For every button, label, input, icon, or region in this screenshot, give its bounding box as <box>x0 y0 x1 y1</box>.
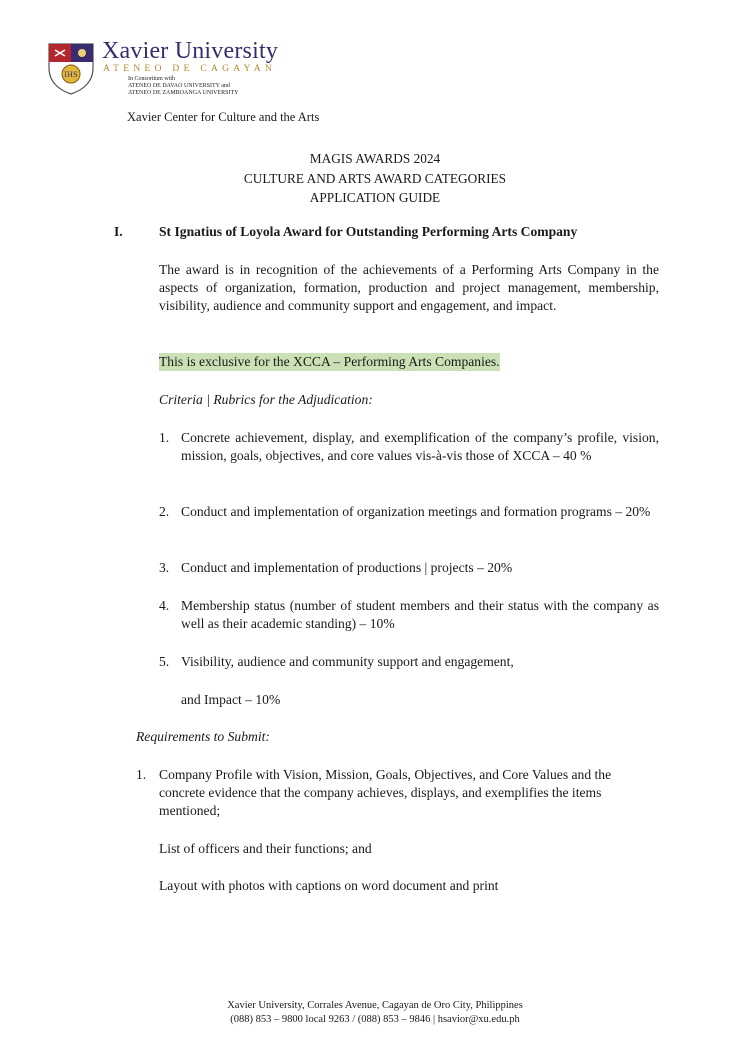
consortium-line: In Consortium with <box>128 76 176 82</box>
footer-contact: (088) 853 – 9800 local 9263 / (088) 853 – 9846 | hsavior@xu.edu.ph <box>230 1013 520 1025</box>
requirement-item: Company Profile with Vision, Mission, Goals, Objectives, and Core Values and the concrete evidence that the company achieves, displays, and exemplifies the items mentioned; <box>159 767 612 818</box>
criteria-item: Membership status (number of student members and their status with the company as well as their academic standing) – 10% <box>181 598 659 631</box>
criteria-number: 2. <box>159 504 170 519</box>
title-line-2: CULTURE AND ARTS AWARD CATEGORIES <box>243 170 507 186</box>
criteria-item-continuation: and Impact – 10% <box>181 692 281 707</box>
requirements-heading: Requirements to Submit: <box>136 729 270 744</box>
criteria-heading: Criteria | Rubrics for the Adjudication: <box>159 392 373 407</box>
requirement-number: 1. <box>136 767 147 782</box>
criteria-number: 4. <box>159 598 170 613</box>
document-title <box>0 149 750 208</box>
criteria-item: Conduct and implementation of productions | projects – 20% <box>181 560 513 575</box>
criteria-number: 1. <box>159 430 170 445</box>
requirement-item: List of officers and their functions; and <box>159 841 372 856</box>
section-description: The award is in recognition of the achievements of a Performing Arts Company in the aspects of organization, formation, production and project management, membership, visibility, audience and community support and engagement, and impact. <box>159 262 659 313</box>
requirement-item: Layout with photos with captions on word document and print <box>159 878 499 893</box>
university-seal-logo <box>47 42 95 96</box>
university-subtitle: ATENEO DE CAGAYAN <box>103 64 277 74</box>
consortium-note <box>128 76 239 97</box>
criteria-item: Visibility, audience and community support and engagement, <box>181 654 514 669</box>
criteria-number: 3. <box>159 560 170 575</box>
university-name: Xavier University <box>102 38 279 64</box>
page-footer <box>0 999 750 1026</box>
criteria-item: Concrete achievement, display, and exemplification of the company’s profile, vision, mission, goals, objectives, and core values vis-à-vis those of XCCA – 40 % <box>181 430 659 463</box>
criteria-number: 5. <box>159 654 170 669</box>
svg-text:IHS: IHS <box>64 71 78 79</box>
section-title: St Ignatius of Loyola Award for Outstanding Performing Arts Company <box>159 224 578 239</box>
criteria-item: Conduct and implementation of organization meetings and formation programs – 20% <box>181 504 651 519</box>
consortium-line: ATENEO DE ZAMBOANGA UNIVERSITY <box>128 90 239 96</box>
consortium-line: ATENEO DE DAVAO UNIVERSITY and <box>128 83 230 89</box>
center-name: Xavier Center for Culture and the Arts <box>127 110 320 124</box>
title-line-3: APPLICATION GUIDE <box>309 190 441 206</box>
footer-address: Xavier University, Corrales Avenue, Cagayan de Oro City, Philippines <box>227 1000 523 1011</box>
title-line-1: MAGIS AWARDS 2024 <box>309 151 441 166</box>
exclusive-note-highlight: This is exclusive for the XCCA – Performing Arts Companies. <box>159 354 500 369</box>
section-number: I. <box>114 224 123 239</box>
